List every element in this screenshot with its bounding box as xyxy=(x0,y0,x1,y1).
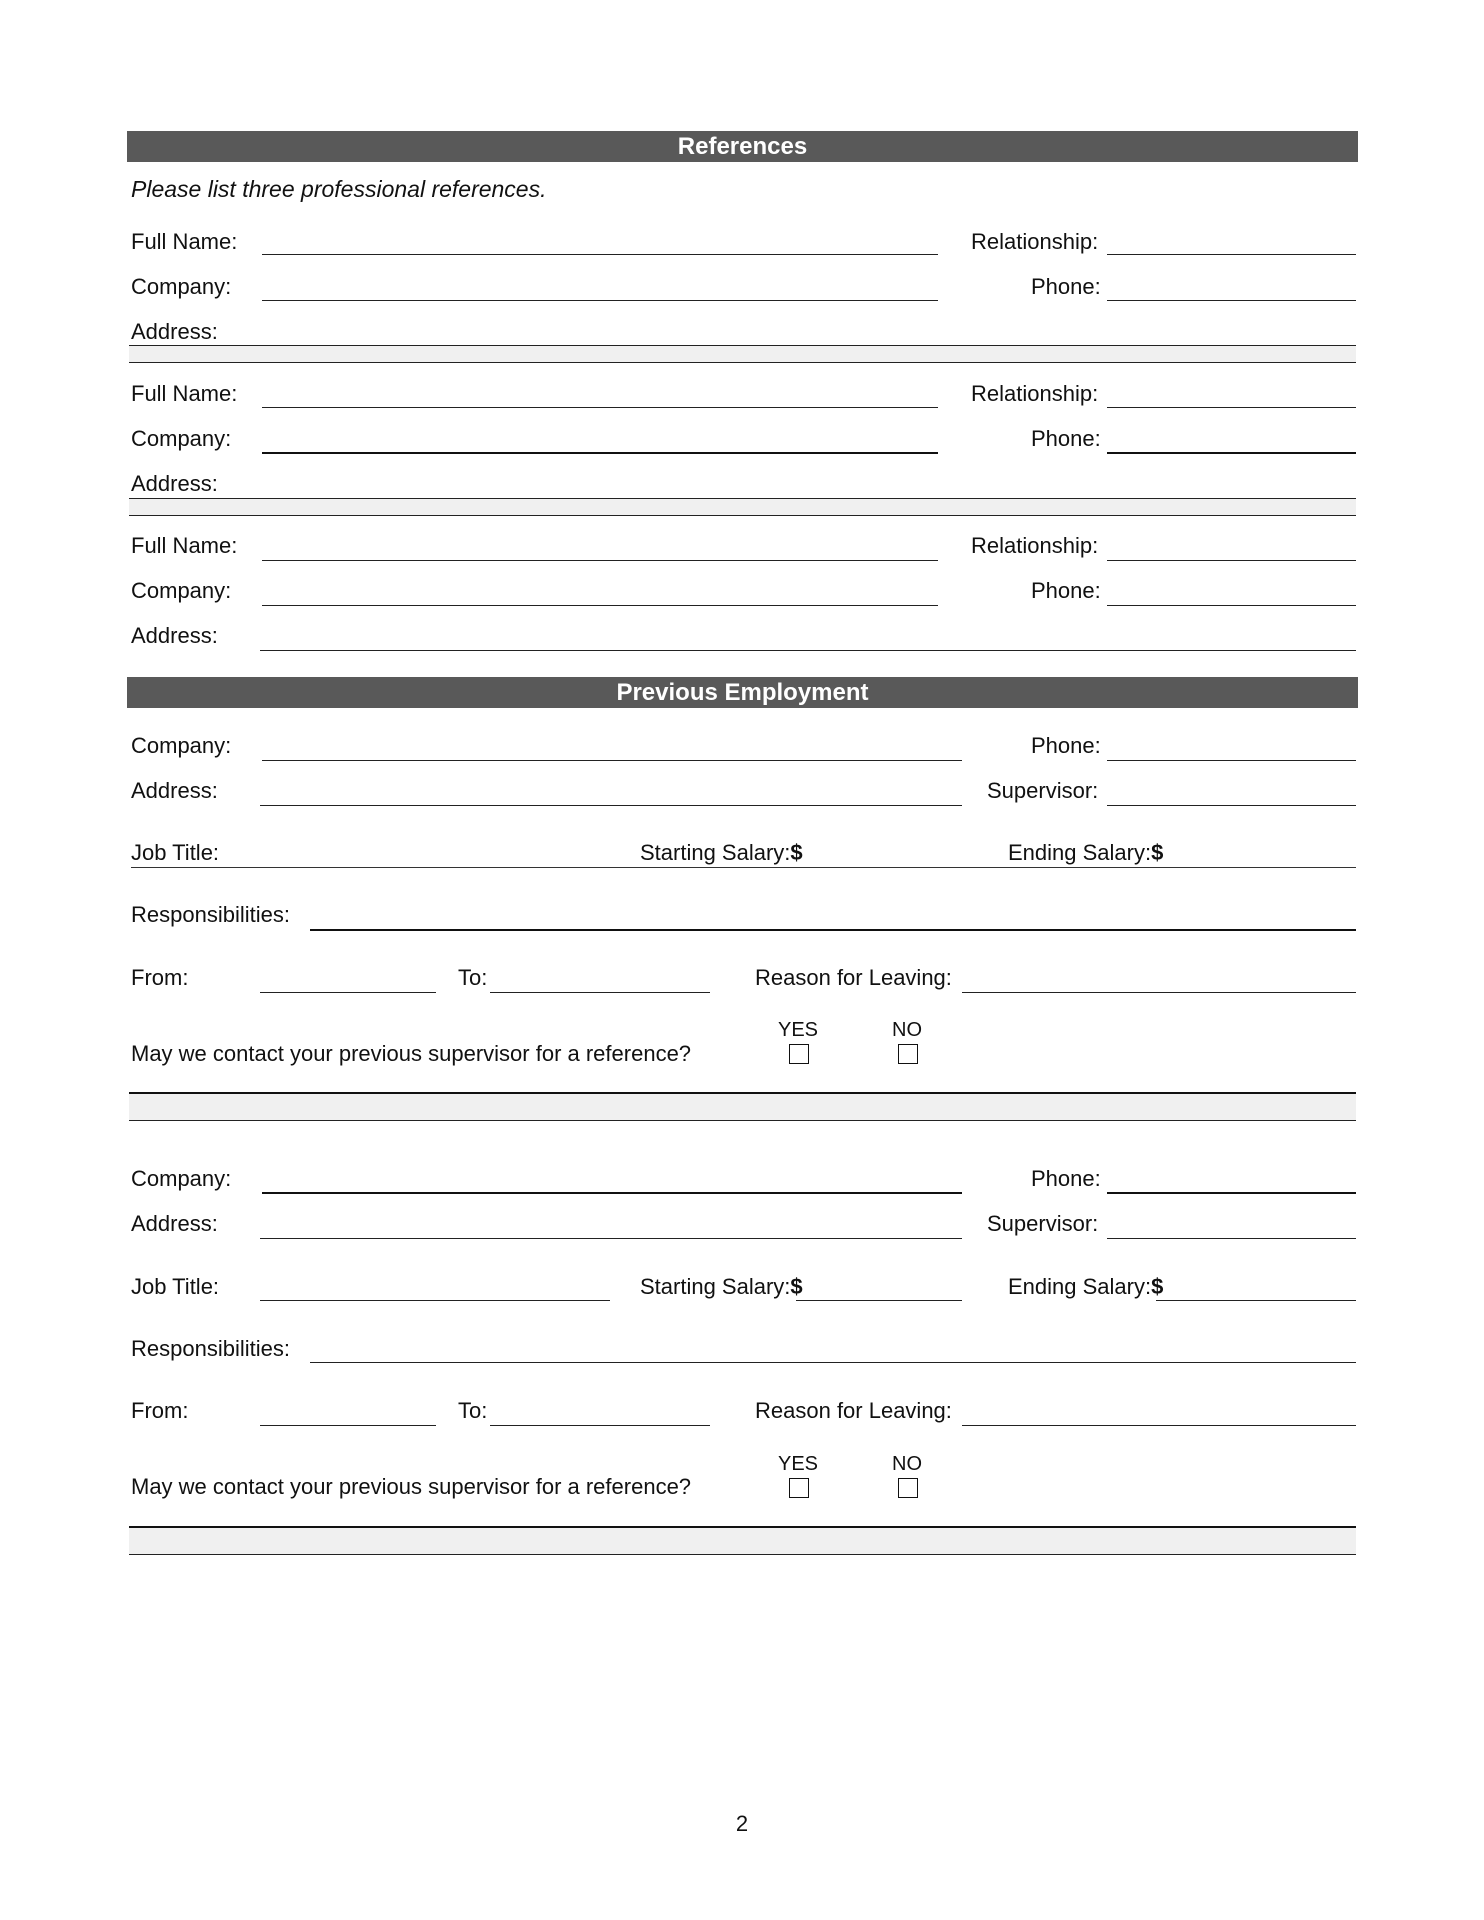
reason-label: Reason for Leaving: xyxy=(755,1398,952,1423)
relationship-label: Relationship: xyxy=(971,533,1099,558)
address-label: Address: xyxy=(131,1211,218,1236)
company-field[interactable] xyxy=(262,760,962,761)
supervisor-field[interactable] xyxy=(1107,805,1356,806)
relationship-label: Relationship: xyxy=(971,229,1099,254)
company-field[interactable] xyxy=(262,300,938,301)
yes-label: YES xyxy=(777,1019,819,1041)
yes-label: YES xyxy=(777,1453,819,1475)
company-field[interactable] xyxy=(262,452,938,454)
full-name-label: Full Name: xyxy=(131,381,238,406)
no-label: NO xyxy=(892,1019,922,1041)
phone-field[interactable] xyxy=(1107,452,1356,454)
address-label: Address: xyxy=(131,778,218,803)
phone-label: Phone: xyxy=(1031,733,1101,758)
job-title-label: Job Title: xyxy=(131,840,220,865)
currency-symbol: $ xyxy=(1151,840,1164,865)
supervisor-label: Supervisor: xyxy=(987,778,1099,803)
company-label: Company: xyxy=(131,733,232,758)
to-field[interactable] xyxy=(490,1425,710,1426)
responsibilities-label: Responsibilities: xyxy=(131,902,290,927)
phone-label: Phone: xyxy=(1031,426,1101,451)
from-label: From: xyxy=(131,965,189,990)
job-title-field[interactable] xyxy=(260,1300,610,1301)
from-field[interactable] xyxy=(260,992,436,993)
starting-salary-label: Starting Salary:$ xyxy=(640,840,803,865)
ending-salary-field[interactable] xyxy=(1156,1300,1356,1301)
to-label: To: xyxy=(458,1398,488,1423)
no-checkbox[interactable] xyxy=(898,1478,918,1498)
section-divider xyxy=(129,498,1356,516)
section-divider xyxy=(129,345,1356,363)
full-name-label: Full Name: xyxy=(131,229,238,254)
relationship-field[interactable] xyxy=(1107,560,1356,561)
starting-salary-field[interactable] xyxy=(796,1300,962,1301)
company-label: Company: xyxy=(131,578,232,603)
relationship-field[interactable] xyxy=(1107,254,1356,255)
references-heading: References xyxy=(127,131,1358,162)
full-name-field[interactable] xyxy=(262,407,938,408)
job-salary-field[interactable] xyxy=(131,867,1356,868)
company-label: Company: xyxy=(131,426,232,451)
ending-salary-label: Ending Salary:$ xyxy=(1008,840,1164,865)
page-number: 2 xyxy=(735,1811,749,1836)
to-field[interactable] xyxy=(490,992,710,993)
section-divider xyxy=(129,1092,1356,1121)
reason-label: Reason for Leaving: xyxy=(755,965,952,990)
relationship-field[interactable] xyxy=(1107,407,1356,408)
phone-label: Phone: xyxy=(1031,274,1101,299)
section-divider xyxy=(129,1526,1356,1555)
phone-field[interactable] xyxy=(1107,605,1356,606)
contact-question: May we contact your previous supervisor for a reference? xyxy=(131,1041,692,1066)
previous-employment-heading: Previous Employment xyxy=(127,677,1358,708)
address-field[interactable] xyxy=(260,1238,962,1239)
phone-label: Phone: xyxy=(1031,1166,1101,1191)
company-label: Company: xyxy=(131,1166,232,1191)
yes-checkbox[interactable] xyxy=(789,1044,809,1064)
supervisor-field[interactable] xyxy=(1107,1238,1356,1239)
yes-checkbox[interactable] xyxy=(789,1478,809,1498)
phone-field[interactable] xyxy=(1107,1192,1356,1194)
address-label: Address: xyxy=(131,319,218,344)
phone-label: Phone: xyxy=(1031,578,1101,603)
references-intro: Please list three professional references. xyxy=(131,176,547,202)
address-label: Address: xyxy=(131,471,218,496)
no-label: NO xyxy=(892,1453,922,1475)
phone-field[interactable] xyxy=(1107,300,1356,301)
responsibilities-field[interactable] xyxy=(310,929,1356,931)
full-name-label: Full Name: xyxy=(131,533,238,558)
full-name-field[interactable] xyxy=(262,254,938,255)
reason-field[interactable] xyxy=(962,992,1356,993)
starting-salary-label: Starting Salary:$ xyxy=(640,1274,803,1299)
address-field[interactable] xyxy=(260,805,962,806)
relationship-label: Relationship: xyxy=(971,381,1099,406)
currency-symbol: $ xyxy=(790,840,803,865)
full-name-field[interactable] xyxy=(262,560,938,561)
address-field[interactable] xyxy=(260,650,1356,651)
job-title-label: Job Title: xyxy=(131,1274,220,1299)
ending-salary-label: Ending Salary:$ xyxy=(1008,1274,1164,1299)
phone-field[interactable] xyxy=(1107,760,1356,761)
responsibilities-label: Responsibilities: xyxy=(131,1336,290,1361)
company-label: Company: xyxy=(131,274,232,299)
currency-symbol: $ xyxy=(1151,1274,1164,1299)
supervisor-label: Supervisor: xyxy=(987,1211,1099,1236)
responsibilities-field[interactable] xyxy=(310,1362,1356,1363)
from-label: From: xyxy=(131,1398,189,1423)
to-label: To: xyxy=(458,965,488,990)
no-checkbox[interactable] xyxy=(898,1044,918,1064)
company-field[interactable] xyxy=(262,605,938,606)
reason-field[interactable] xyxy=(962,1425,1356,1426)
address-label: Address: xyxy=(131,623,218,648)
company-field[interactable] xyxy=(262,1192,962,1194)
from-field[interactable] xyxy=(260,1425,436,1426)
contact-question: May we contact your previous supervisor for a reference? xyxy=(131,1474,692,1499)
currency-symbol: $ xyxy=(790,1274,803,1299)
